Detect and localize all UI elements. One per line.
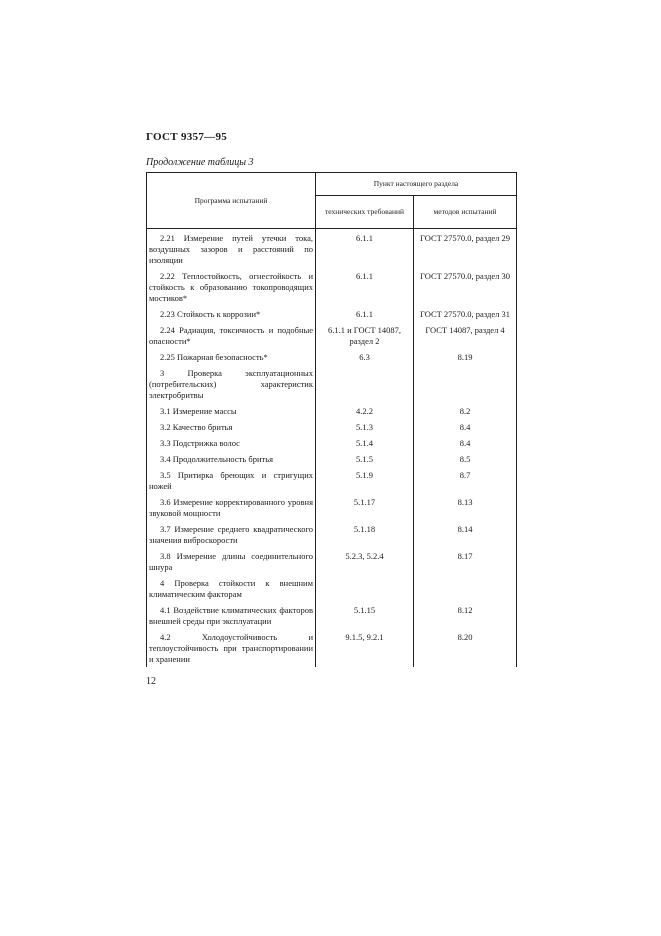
cell-test-method: 8.7: [414, 470, 517, 497]
cell-technical-requirement: 5.1.17: [316, 497, 414, 524]
table-row: [147, 454, 517, 470]
cell-technical-requirement: 5.1.18: [316, 524, 414, 551]
cell-program: 2.24 Радиация, токсичность и подобные опасности*: [147, 325, 316, 352]
cell-technical-requirement: 5.1.4: [316, 438, 414, 454]
test-program-table: [146, 172, 517, 667]
table-row: [147, 309, 517, 325]
table-row: [147, 632, 517, 667]
table-row: [147, 470, 517, 497]
cell-test-method: 8.13: [414, 497, 517, 524]
cell-test-method: [414, 368, 517, 406]
cell-test-method: ГОСТ 27570.0, раздел 31: [414, 309, 517, 325]
table-row: [147, 524, 517, 551]
page-number: 12: [146, 676, 156, 687]
header-section-group: Пункт настоящего раздела: [316, 173, 517, 196]
cell-program: 2.22 Теплостойкость, огнестойкость и стойкость к образованию токопроводящих мостиков*: [147, 271, 316, 309]
cell-test-method: 8.5: [414, 454, 517, 470]
cell-technical-requirement: 5.1.3: [316, 422, 414, 438]
cell-test-method: 8.14: [414, 524, 517, 551]
cell-program: 2.25 Пожарная безопасность*: [147, 352, 316, 368]
document-code: ГОСТ 9357—95: [146, 131, 228, 143]
cell-technical-requirement: 5.1.5: [316, 454, 414, 470]
cell-test-method: 8.17: [414, 551, 517, 578]
cell-program: 3.6 Измерение корректированного уровня звуковой мощности: [147, 497, 316, 524]
cell-program: 3.4 Продолжительность бритья: [147, 454, 316, 470]
cell-test-method: ГОСТ 14087, раздел 4: [414, 325, 517, 352]
cell-technical-requirement: 5.2.3, 5.2.4: [316, 551, 414, 578]
table-row: [147, 352, 517, 368]
table-row: [147, 229, 517, 272]
cell-program: 4 Проверка стойкости к внешним климатическим факторам: [147, 578, 316, 605]
cell-test-method: 8.20: [414, 632, 517, 667]
table-row: [147, 325, 517, 352]
cell-test-method: ГОСТ 27570.0, раздел 30: [414, 271, 517, 309]
table-row: [147, 438, 517, 454]
cell-program: 3.1 Измерение массы: [147, 406, 316, 422]
cell-test-method: 8.4: [414, 422, 517, 438]
table-caption: Продолжение таблицы 3: [146, 157, 254, 168]
cell-technical-requirement: 6.1.1 и ГОСТ 14087, раздел 2: [316, 325, 414, 352]
cell-program: 3.7 Измерение среднего квадратического значения виброскорости: [147, 524, 316, 551]
cell-program: 2.23 Стойкость к коррозии*: [147, 309, 316, 325]
cell-technical-requirement: [316, 578, 414, 605]
cell-technical-requirement: [316, 368, 414, 406]
table-row: [147, 605, 517, 632]
table-row: [147, 551, 517, 578]
cell-test-method: [414, 578, 517, 605]
header-test-methods: методов испытаний: [414, 196, 517, 229]
cell-test-method: 8.4: [414, 438, 517, 454]
cell-program: 4.1 Воздействие климатических факторов внешней среды при эксплуатации: [147, 605, 316, 632]
cell-technical-requirement: 6.1.1: [316, 271, 414, 309]
cell-technical-requirement: 4.2.2: [316, 406, 414, 422]
cell-test-method: ГОСТ 27570.0, раздел 29: [414, 229, 517, 272]
table-row: [147, 406, 517, 422]
cell-program: 3.2 Качество бритья: [147, 422, 316, 438]
header-technical-requirements: технических требований: [316, 196, 414, 229]
cell-program: 3.8 Измерение длины соединительного шнура: [147, 551, 316, 578]
table-row: [147, 422, 517, 438]
table-row: [147, 497, 517, 524]
table-row: [147, 578, 517, 605]
cell-program: 2.21 Измерение путей утечки тока, воздушных зазоров и расстояний по изоляции: [147, 229, 316, 272]
table-row: [147, 271, 517, 309]
cell-program: 3.3 Подстрижка волос: [147, 438, 316, 454]
cell-technical-requirement: 5.1.9: [316, 470, 414, 497]
cell-program: 4.2 Холодоустойчивость и теплоустойчивость при транспортировании и хранении: [147, 632, 316, 667]
cell-test-method: 8.12: [414, 605, 517, 632]
table-row: [147, 368, 517, 406]
cell-technical-requirement: 9.1.5, 9.2.1: [316, 632, 414, 667]
cell-test-method: 8.19: [414, 352, 517, 368]
cell-program: 3 Проверка эксплуатационных (потребительских) характеристик электробритвы: [147, 368, 316, 406]
cell-test-method: 8.2: [414, 406, 517, 422]
cell-technical-requirement: 6.1.1: [316, 309, 414, 325]
cell-program: 3.5 Притирка бреющих и стригущих ножей: [147, 470, 316, 497]
cell-technical-requirement: 6.3: [316, 352, 414, 368]
header-program: Программа испытаний: [147, 173, 316, 229]
cell-technical-requirement: 5.1.15: [316, 605, 414, 632]
cell-technical-requirement: 6.1.1: [316, 229, 414, 272]
